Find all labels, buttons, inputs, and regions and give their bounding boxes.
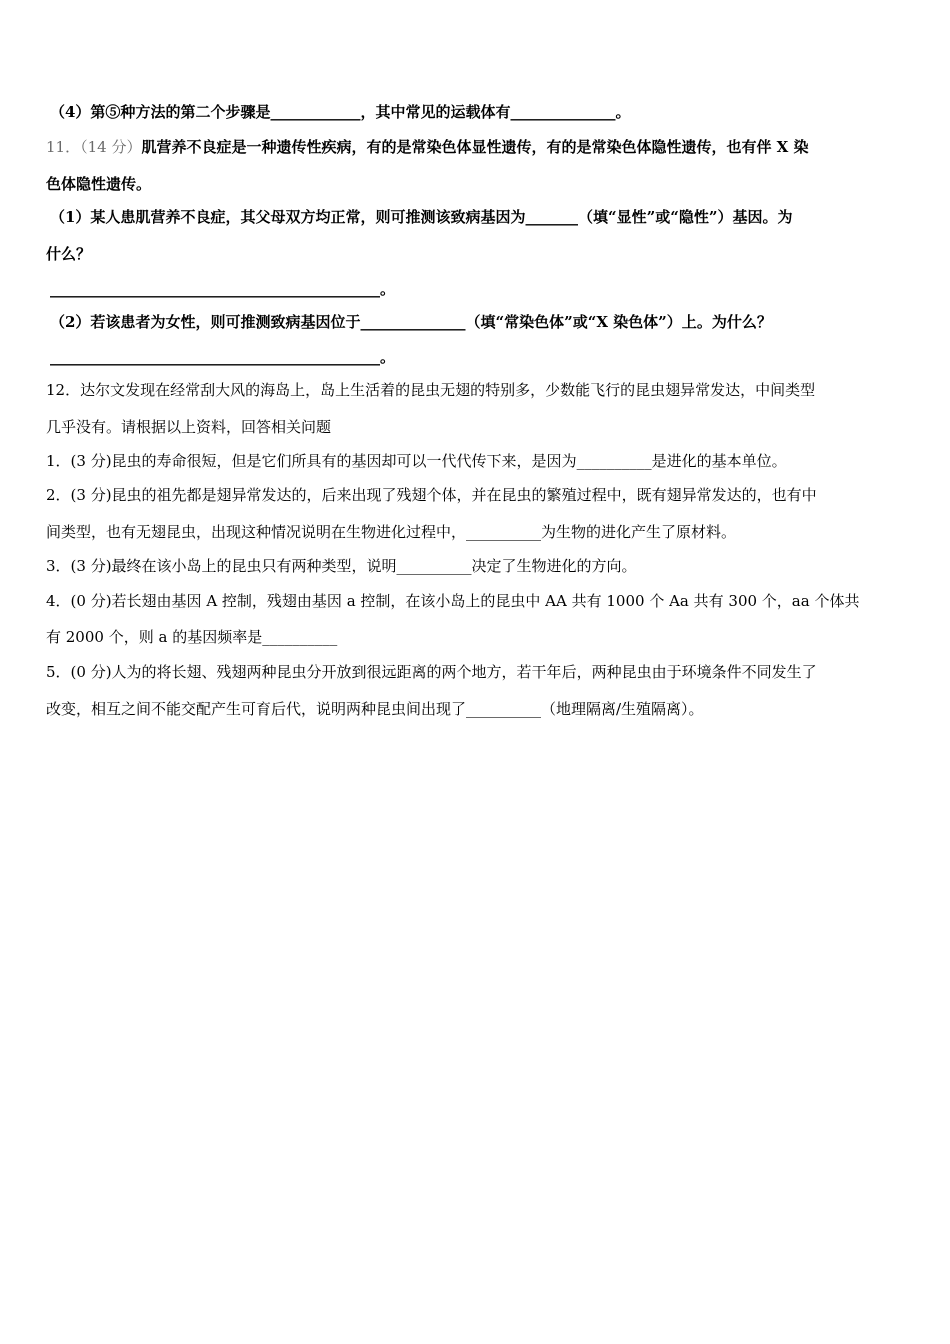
q12-sub4-line1: 4．(0 分)若长翅由基因 A 控制，残翅由基因 a 控制，在该小岛上的昆虫中 AA 共有 1000 个 Aa 共有 300 个，aa 个体共 — [46, 592, 860, 610]
q11-part1-line1: （1）某人患肌营养不良症，其父母双方均正常，则可推测该致病基因为_______（填“显性”或“隐性”）基因。为 — [50, 208, 793, 226]
q11-part1-line2: 什么？ — [46, 245, 92, 263]
q12-stem-line1: 12．达尔文发现在经常刮大风的海岛上，岛上生活着的昆虫无翅的特别多，少数能飞行的昆虫翅异常发达，中间类型 — [46, 381, 816, 399]
q11-part2-answer: ____________________________________________。 — [50, 348, 396, 366]
q11-stem-line2: 色体隐性遗传。 — [46, 175, 152, 193]
q11-stem-text: 肌营养不良症是一种遗传性疾病，有的是常染色体显性遗传，有的是常染色体隐性遗传，也有伴 X 染 — [141, 138, 809, 156]
q12-sub1: 1．(3 分)昆虫的寿命很短，但是它们所具有的基因却可以一代代传下来，是因为__________是进化的基本单位。 — [46, 452, 787, 470]
q12-sub5-line2: 改变，相互之间不能交配产生可育后代，说明两种昆虫间出现了__________（地理隔离/生殖隔离）。 — [46, 700, 704, 718]
q11-part1-answer: ____________________________________________。 — [50, 280, 396, 298]
q12-sub5-line1: 5．(0 分)人为的将长翅、残翅两种昆虫分开放到很远距离的两个地方，若干年后，两种昆虫由于环境条件不同发生了 — [46, 663, 817, 681]
q11-stem-line1 — [46, 137, 906, 157]
q11-number: 11． — [46, 138, 81, 156]
q12-sub2-line2: 间类型，也有无翅昆虫，出现这种情况说明在生物进化过程中，__________为生物的进化产生了原材料。 — [46, 523, 737, 541]
q12-sub3: 3．(3 分)最终在该小岛上的昆虫只有两种类型，说明__________决定了生物进化的方向。 — [46, 557, 637, 575]
q11-score: （14 分） — [80, 138, 142, 156]
q12-sub4-line2: 有 2000 个，则 a 的基因频率是__________ — [46, 628, 338, 646]
q11-part2-line1: （2）若该患者为女性，则可推测致病基因位于______________（填“常染色体”或“X 染色体”）上。为什么？ — [50, 313, 772, 331]
q10-part4: （4）第⑤种方法的第二个步骤是____________，其中常见的运载体有______________。 — [50, 103, 631, 121]
q12-sub2-line1: 2．(3 分)昆虫的祖先都是翅异常发达的，后来出现了残翅个体，并在昆虫的繁殖过程中，既有翅异常发达的，也有中 — [46, 486, 817, 504]
q12-stem-line2: 几乎没有。请根据以上资料，回答相关问题 — [46, 418, 332, 436]
